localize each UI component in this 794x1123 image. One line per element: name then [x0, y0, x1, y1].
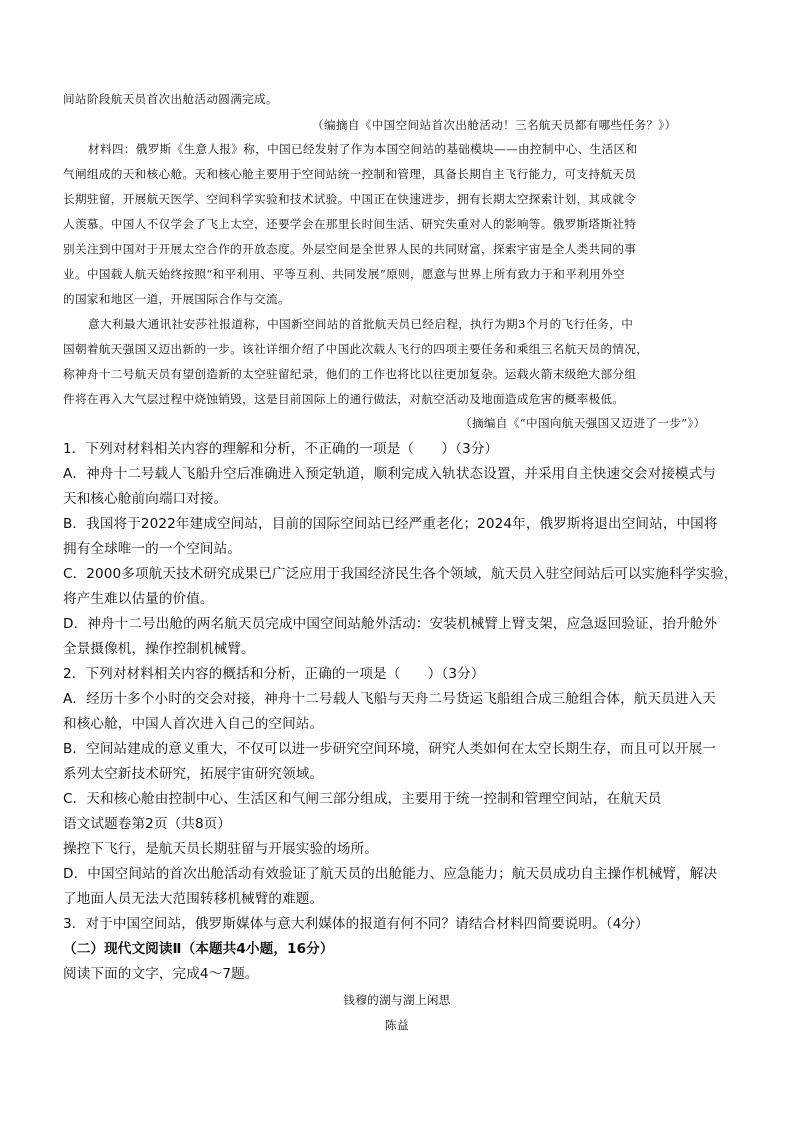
- page-footer: 语文试题卷第2页（共8页）: [63, 816, 232, 832]
- article-title: 钱穆的湖与湖上闲思: [343, 993, 451, 1007]
- material-4-line: 称神舟十二号航天员有望创造新的太空驻留纪录，他们的工作也将比以往更加复杂。运载火箭末级绝大部分组: [63, 367, 637, 381]
- section-heading: （二）现代文阅读Ⅱ（本题共4小题，16分）: [63, 941, 334, 957]
- material-4-source: （摘编自《“中国向航天强国又迈进了一步”》）: [460, 416, 706, 430]
- question-1-stem: 1．下列对材料相关内容的理解和分析，不正确的一项是（ ）（3分）: [63, 441, 499, 457]
- material-4-line: 的国家和地区一道，开展国际合作与交流。: [63, 292, 290, 306]
- question-1-option-a-cont: 天和核心舱前向端口对接。: [63, 491, 228, 507]
- material-4-line: 件将在再入大气层过程中烧蚀销毁，这是目前国际上的通行做法，对航空活动及地面造成危害的概率极低。: [63, 392, 625, 406]
- material-4-line: 国朝着航天强国又迈出新的一步。该社详细介绍了中国此次载人飞行的四项主要任务和乘组三名航天员的情况，: [63, 342, 649, 356]
- article-author: 陈益: [385, 1018, 409, 1032]
- question-1-option-c-cont: 将产生难以估量的价值。: [63, 591, 214, 607]
- question-1-option-b-cont: 拥有全球唯一的一个空间站。: [63, 541, 242, 557]
- material-3-ending-line: 间站阶段航天员首次出舱活动圆满完成。: [63, 92, 278, 106]
- question-2-stem: 2．下列对材料相关内容的概括和分析，正确的一项是（ ）（3分）: [63, 666, 485, 682]
- question-2-option-a-cont: 和核心舱，中国人首次进入自己的空间站。: [63, 716, 324, 732]
- material-3-source: （编摘自《中国空间站首次出舱活动！三名航天员都有哪些任务？》）: [312, 118, 677, 132]
- question-2-option-d: D．中国空间站的首次出舱活动有效验证了航天员的出舱能力、应急能力；航天员成功自主操作机械臂，解决: [63, 866, 718, 882]
- question-2-option-d-cont: 了地面人员无法大范围转移机械臂的难题。: [63, 891, 324, 907]
- section-instruction: 阅读下面的文字，完成4～7题。: [63, 966, 259, 982]
- material-4-line: 材料四：俄罗斯《生意人报》称，中国已经发射了作为本国空间站的基础模块——由控制中心、生活区和: [88, 142, 638, 156]
- question-2-option-b: B．空间站建成的意义重大，不仅可以进一步研究空间环境，研究人类如何在太空长期生存，而且可以开展一: [63, 741, 717, 757]
- question-1-option-c: C．2000多项航天技术研究成果已广泛应用于我国经济民生各个领域，航天员入驻空间站后可以实施科学实验，: [63, 566, 738, 582]
- question-1-option-b: B．我国将于2022年建成空间站，目前的国际空间站已经严重老化；2024年，俄罗斯将退出空间站，中国将: [63, 516, 718, 532]
- material-4-line: 业。中国载人航天始终按照“和平利用、平等互利、共同发展”原则，愿意与世界上所有致力于和平利用外空: [63, 267, 625, 281]
- question-2-option-b-cont: 系列太空新技术研究，拓展宇宙研究领域。: [63, 766, 324, 782]
- question-2-option-c-cont: 操控下飞行，是航天员长期驻留与开展实验的场所。: [63, 841, 378, 857]
- question-1-option-d: D．神舟十二号出舱的两名航天员完成中国空间站舱外活动：安装机械臂上臂支架，应急返回验证，抬升舱外: [63, 616, 718, 632]
- question-2-option-c: C．天和核心舱由控制中心、生活区和气闸三部分组成，主要用于统一控制和管理空间站，在航天员: [63, 791, 662, 807]
- material-4-line: 意大利最大通讯社安莎社报道称，中国新空间站的首批航天员已经启程，执行为期3个月的飞行任务，中: [88, 317, 634, 331]
- material-4-line: 长期驻留，开展航天医学、空间科学实验和技术试验。中国正在快速进步，拥有长期太空探索计划，其成就令: [63, 192, 637, 206]
- question-1-option-a: A．神舟十二号载人飞船升空后准确进入预定轨道，顺利完成入轨状态设置，并采用自主快速交会对接模式与: [63, 466, 717, 482]
- material-4-line: 气闸组成的天和核心舱。天和核心舱主要用于空间站统一控制和管理，具备长期自主飞行能力，可支持航天员: [63, 167, 637, 181]
- question-2-option-a: A．经历十多个小时的交会对接，神舟十二号载人飞船与天舟二号货运飞船组合成三舱组合体，航天员进入天: [63, 691, 717, 707]
- material-4-line: 人羡慕。中国人不仅学会了飞上太空，还要学会在那里长时间生活、研究失重对人的影响等。俄罗斯塔斯社特: [63, 217, 637, 231]
- question-3-stem: 3．对于中国空间站，俄罗斯媒体与意大利媒体的报道有何不同？请结合材料四简要说明。（4分）: [63, 916, 649, 932]
- question-1-option-d-cont: 全景摄像机，操作控制机械臂。: [63, 641, 255, 657]
- material-4-line: 别关注到中国对于开展太空合作的开放态度。外层空间是全世界人民的共同财富，探索宇宙是全人类共同的事: [63, 242, 637, 256]
